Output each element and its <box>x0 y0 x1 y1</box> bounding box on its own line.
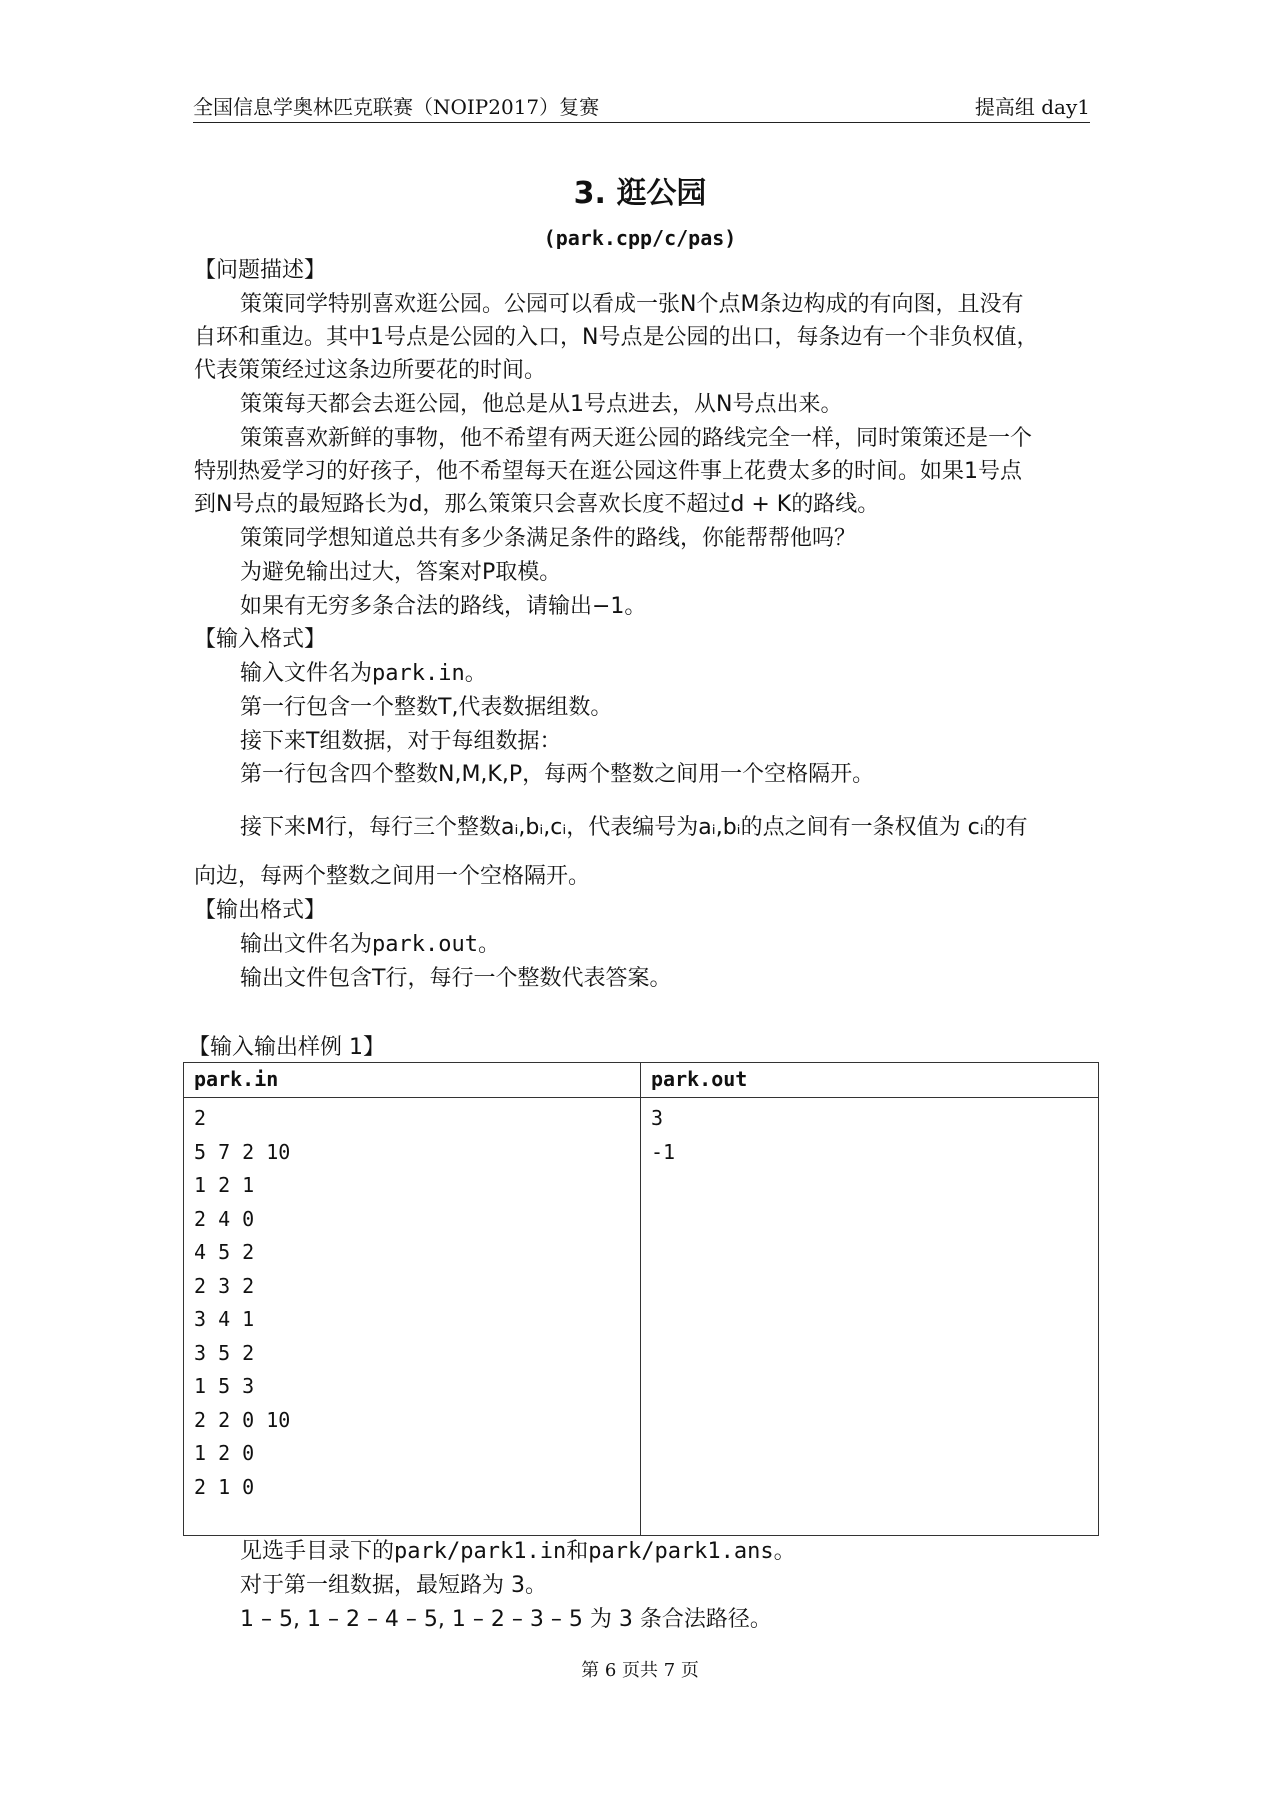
sample-in-line: 3 4 1 <box>194 1307 255 1331</box>
sample-out-header: park.out <box>641 1063 1099 1098</box>
problem-line-5: 策策喜欢新鲜的事物，他不希望有两天逛公园的路线完全一样，同时策策还是一个 <box>240 426 1033 451</box>
sample-in-cell <box>184 1098 641 1536</box>
problem-line-7: 到N号点的最短路长为d，那么策策只会喜欢长度不超过d + K的路线。 <box>194 492 880 517</box>
sample-in-line: 2 3 2 <box>194 1273 255 1298</box>
output-filename: park.out <box>372 932 478 957</box>
sample-in-line: 1 2 0 <box>194 1441 255 1465</box>
problem-line-6: 特别热爱学习的好孩子，他不希望每天在逛公园这件事上花费太多的时间。如果1号点 <box>194 459 1022 484</box>
sample-in-line: 1 5 3 <box>194 1374 255 1398</box>
note-line-3: 1 – 5, 1 – 2 – 4 – 5, 1 – 2 – 3 – 5 为 3 条合法路径。 <box>240 1607 772 1632</box>
problem-line-9: 为避免输出过大，答案对P取模。 <box>240 560 562 585</box>
note-1-and: 和 <box>566 1539 589 1564</box>
page-header <box>193 88 1090 123</box>
sample-in-line: 5 7 2 10 <box>194 1139 291 1164</box>
header-group-day: 提高组 day1 <box>974 95 1090 119</box>
sample-header-row <box>184 1063 1099 1098</box>
input-filename: park.in <box>372 661 465 686</box>
output-format-heading: 【输出格式】 <box>194 898 327 923</box>
header-contest-name: 全国信息学奥林匹克联赛（NOIP2017）复赛 <box>193 95 600 119</box>
sample-body-row <box>184 1098 1099 1536</box>
sample-out-line: 3 <box>651 1106 664 1130</box>
page-footer: 第 6 页共 7 页 <box>581 1660 699 1681</box>
input-line-5: 接下来M行，每行三个整数aᵢ,bᵢ,cᵢ，代表编号为aᵢ,bᵢ的点之间有一条权值为 cᵢ的有 <box>240 815 1028 840</box>
sample-in-line: 2 2 0 10 <box>194 1407 291 1432</box>
sample-out-cell <box>641 1098 1099 1536</box>
input-line-2: 第一行包含一个整数T,代表数据组数。 <box>240 695 613 720</box>
sample-in-line: 1 2 1 <box>194 1173 255 1197</box>
problem-line-8: 策策同学想知道总共有多少条满足条件的路线，你能帮帮他吗？ <box>240 526 857 551</box>
problem-line-10: 如果有无穷多条合法的路线，请输出−1。 <box>240 594 647 619</box>
note-1-in-file: park/park1.in <box>394 1539 567 1564</box>
output-line-2: 输出文件包含T行，每行一个整数代表答案。 <box>240 966 672 991</box>
note-line-2: 对于第一组数据，最短路为 3。 <box>240 1573 547 1598</box>
sample-table <box>183 1062 1099 1536</box>
sample-in-header: park.in <box>184 1063 641 1098</box>
input-line-6: 向边，每两个整数之间用一个空格隔开。 <box>194 864 591 889</box>
sample-in-line: 2 4 0 <box>194 1206 255 1231</box>
problem-line-2: 自环和重边。其中1号点是公园的入口，N号点是公园的出口，每条边有一个非负权值， <box>194 325 1039 350</box>
problem-line-1: 策策同学特别喜欢逛公园。公园可以看成一张N个点M条边构成的有向图，且没有 <box>240 292 1024 317</box>
problem-title: 3. 逛公园 <box>573 176 707 211</box>
note-line-1 <box>240 1537 796 1567</box>
input-line-1 <box>240 659 487 689</box>
problem-line-3: 代表策策经过这条边所要花的时间。 <box>194 358 547 383</box>
problem-description-heading: 【问题描述】 <box>194 258 327 283</box>
sample-out-line: -1 <box>651 1139 676 1164</box>
note-1-ans-file: park/park1.ans <box>588 1539 774 1564</box>
problem-line-4: 策策每天都会去逛公园，他总是从1号点进去，从N号点出来。 <box>240 392 843 417</box>
problem-filename: (park.cpp/c/pas) <box>543 226 737 250</box>
sample-label: 【输入输出样例 1】 <box>188 1035 385 1060</box>
note-1-end: 。 <box>773 1539 796 1564</box>
output-line-1 <box>240 930 500 960</box>
sample-in-line: 2 <box>194 1106 207 1130</box>
sample-in-line: 2 1 0 <box>194 1474 255 1499</box>
note-1-text: 见选手目录下的 <box>240 1539 395 1564</box>
sample-in-line: 3 5 2 <box>194 1340 255 1365</box>
input-line-3: 接下来T组数据，对于每组数据： <box>240 729 562 754</box>
input-line-4: 第一行包含四个整数N,M,K,P，每两个整数之间用一个空格隔开。 <box>240 762 875 787</box>
input-line-1-end: 。 <box>464 661 487 686</box>
sample-in-line: 4 5 2 <box>194 1240 255 1264</box>
input-line-1-text: 输入文件名为 <box>240 661 373 686</box>
output-line-1-text: 输出文件名为 <box>240 932 373 957</box>
output-line-1-end: 。 <box>477 932 500 957</box>
input-format-heading: 【输入格式】 <box>194 627 327 652</box>
